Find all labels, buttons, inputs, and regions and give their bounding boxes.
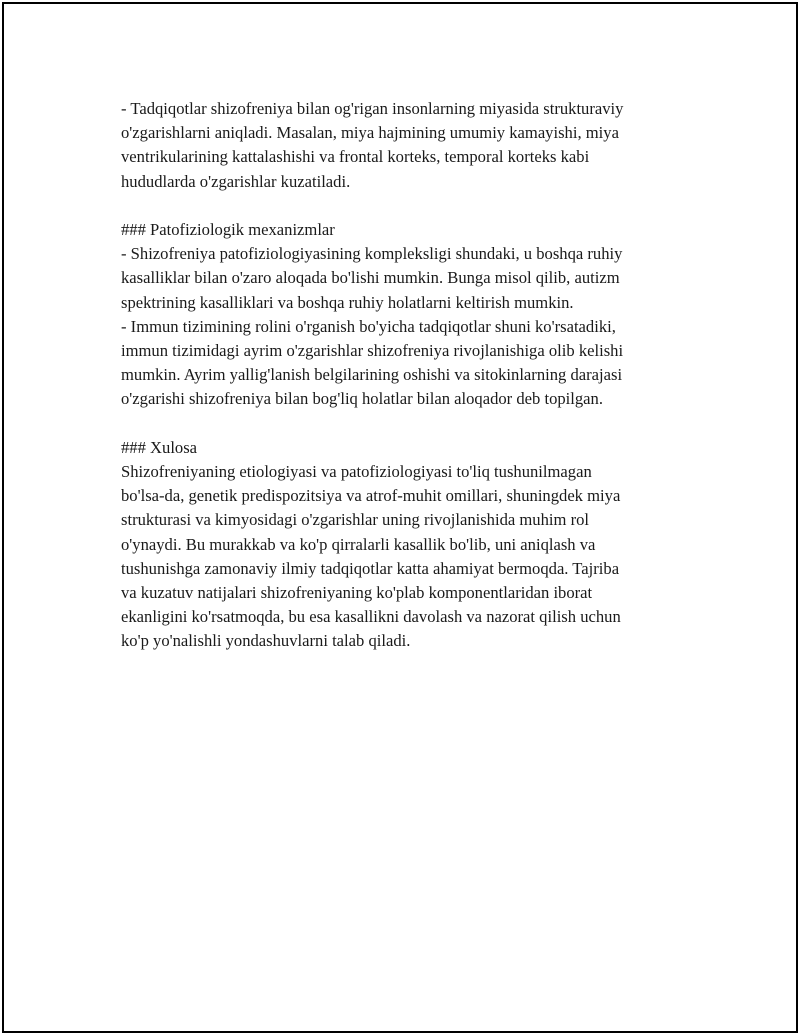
text-line: bo'lsa-da, genetik predispozitsiya va atrof-muhit omillari, shuningdek miya: [121, 486, 621, 506]
section-heading: ### Patofiziologik mexanizmlar: [121, 220, 335, 239]
text-line: strukturasi va kimyosidagi o'zgarishlar uning rivojlanishida muhim rol: [121, 510, 590, 530]
text-line: - Shizofreniya patofiziologiyasining kompleksligi shundaki, u boshqa ruhiy: [121, 244, 623, 264]
page-frame: [2, 2, 798, 1033]
text-line: hududlarda o'zgarishlar kuzatiladi.: [121, 171, 351, 191]
text-line: kasalliklar bilan o'zaro aloqada bo'lishi mumkin. Bunga misol qilib, autizm: [121, 268, 620, 288]
text-line: mumkin. Ayrim yallig'lanish belgilarining oshishi va sitokinlarning darajasi: [121, 365, 623, 385]
document-body: [121, 97, 691, 678]
text-line: ko'p yo'nalishli yondashuvlarni talab qiladi.: [121, 631, 411, 651]
text-line: - Tadqiqotlar shizofreniya bilan og'rigan insonlarning miyasida strukturaviy: [121, 99, 624, 118]
text-line: Shizofreniyaning etiologiyasi va patofiziologiyasi to'liq tushunilmagan: [121, 462, 592, 482]
text-line: ekanligini ko'rsatmoqda, bu esa kasallikni davolash va nazorat qilish uchun: [121, 607, 621, 627]
pathophysiology-section: [121, 218, 691, 412]
intro-paragraph: [121, 97, 691, 194]
text-line: va kuzatuv natijalari shizofreniyaning ko'plab komponentlaridan iborat: [121, 583, 593, 603]
text-line: immun tizimidagi ayrim o'zgarishlar shizofreniya rivojlanishiga olib kelishi: [121, 341, 624, 361]
text-line: tushunishga zamonaviy ilmiy tadqiqotlar katta ahamiyat bermoqda. Tajriba: [121, 558, 620, 578]
text-line: ventrikularining kattalashishi va frontal korteks, temporal korteks kabi: [121, 147, 590, 167]
text-line: o'zgarishlarni aniqladi. Masalan, miya hajmining umumiy kamayishi, miya: [121, 123, 619, 143]
text-line: spektrining kasalliklari va boshqa ruhiy holatlarni keltirish mumkin.: [121, 292, 574, 312]
text-line: o'zgarishi shizofreniya bilan bog'liq holatlar bilan aloqador deb topilgan.: [121, 389, 603, 409]
conclusion-section: [121, 436, 691, 654]
section-heading: ### Xulosa: [121, 437, 198, 457]
text-line: - Immun tizimining rolini o'rganish bo'yicha tadqiqotlar shuni ko'rsatadiki,: [121, 316, 616, 336]
text-line: o'ynaydi. Bu murakkab va ko'p qirralarli kasallik bo'lib, uni aniqlash va: [121, 534, 596, 554]
